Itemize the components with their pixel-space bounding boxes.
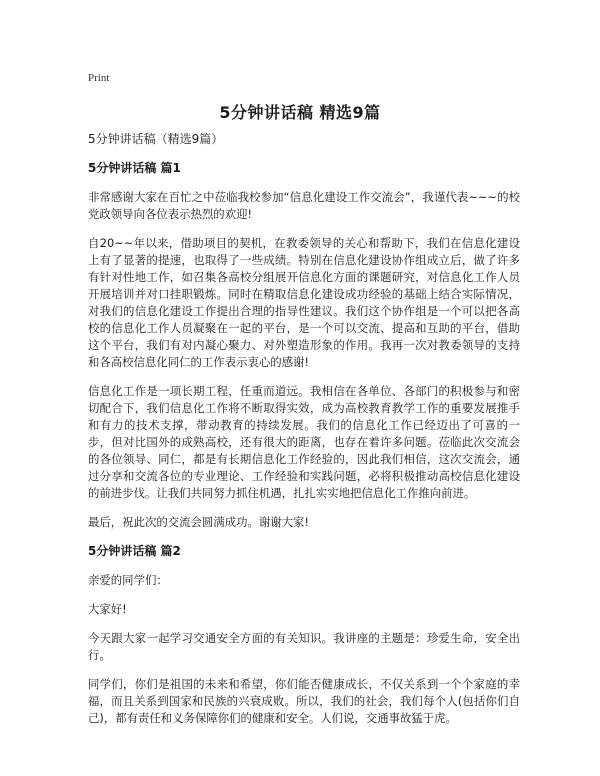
paragraph: 信息化工作是一项长期工程，任重而道远。我相信在各单位、各部门的积极参与和密切配合下，我们信息化工作将不断取得实效，成为高校教育教学工作的重要发展推手和有力的技术支撑，带动教育的持续发展。我们的信息化工作已经迈出了可喜的一步，但对比国外的成熟高校，还有很大的距离，也存在着许多问题。莅临此次交流会的各位领导、同仁，都是有长期信息化工作经验的，因此我们相信，这次交流会，通过分享和交流各位的专业理论、工作经验和实践问题，必将积极推动高校信息化建设的前进步伐。让我们共同努力抓住机遇，扎扎实实地把信息化工作推向前进。 (88, 384, 520, 500)
paragraph: 自20~~年以来，借助项目的契机，在教委领导的关心和帮助下，我们在信息化建设上有了显著的提速，也取得了一些成绩。特别在信息化建设协作组成立后，做了许多有针对性地工作，如召集各高校分组展开信息化方面的课题研究，对信息化工作人员开展培训并对口挂职锻炼。同时在精取信息化建设成功经验的基础上结合实际情况，对我们的信息化建设工作提出合理的指导性建议。我们这个协作组是一个可以把各高校的信息化工作人员凝聚在一起的平台，是一个可以交流、提高和互助的平台，借助这个平台，我们有对内凝心聚力、对外塑造形象的作用。我再一次对教委领导的支持和各高校信息化同仁的工作表示衷心的感谢! (88, 236, 520, 369)
section-2 (88, 543, 520, 727)
section-heading: 5分钟讲话稿 篇1 (88, 161, 181, 175)
paragraph: 亲爱的同学们： (88, 573, 168, 587)
document-title: 5分钟讲话稿 精选9篇 (219, 103, 381, 122)
paragraph: 同学们，你们是祖国的未来和希望，你们能否健康成长，不仅关系到一个个家庭的幸福，而且关系到国家和民族的兴衰成败。所以，我们的社会，我们每个人(包括你们自己)，都有责任和义务保障你们的健康和安全。人们说，交通事故猛于虎。 (88, 677, 520, 725)
print-label: Print (88, 72, 110, 84)
section-1 (88, 160, 520, 531)
paragraph: 非常感谢大家在百忙之中莅临我校参加“信息化建设工作交流会”，我谨代表~~~的校党政领导向各位表示热烈的欢迎! (88, 190, 520, 221)
paragraph: 大家好! (88, 602, 127, 616)
section-heading: 5分钟讲话稿 篇2 (88, 544, 181, 558)
document-body (88, 131, 520, 739)
paragraph: 最后，祝此次的交流会圆满成功。谢谢大家! (88, 515, 309, 529)
document-subtitle: 5分钟讲话稿（精选9篇） (88, 132, 224, 146)
paragraph: 今天跟大家一起学习交通安全方面的有关知识。我讲座的主题是：珍爱生命，安全出行。 (88, 631, 520, 662)
